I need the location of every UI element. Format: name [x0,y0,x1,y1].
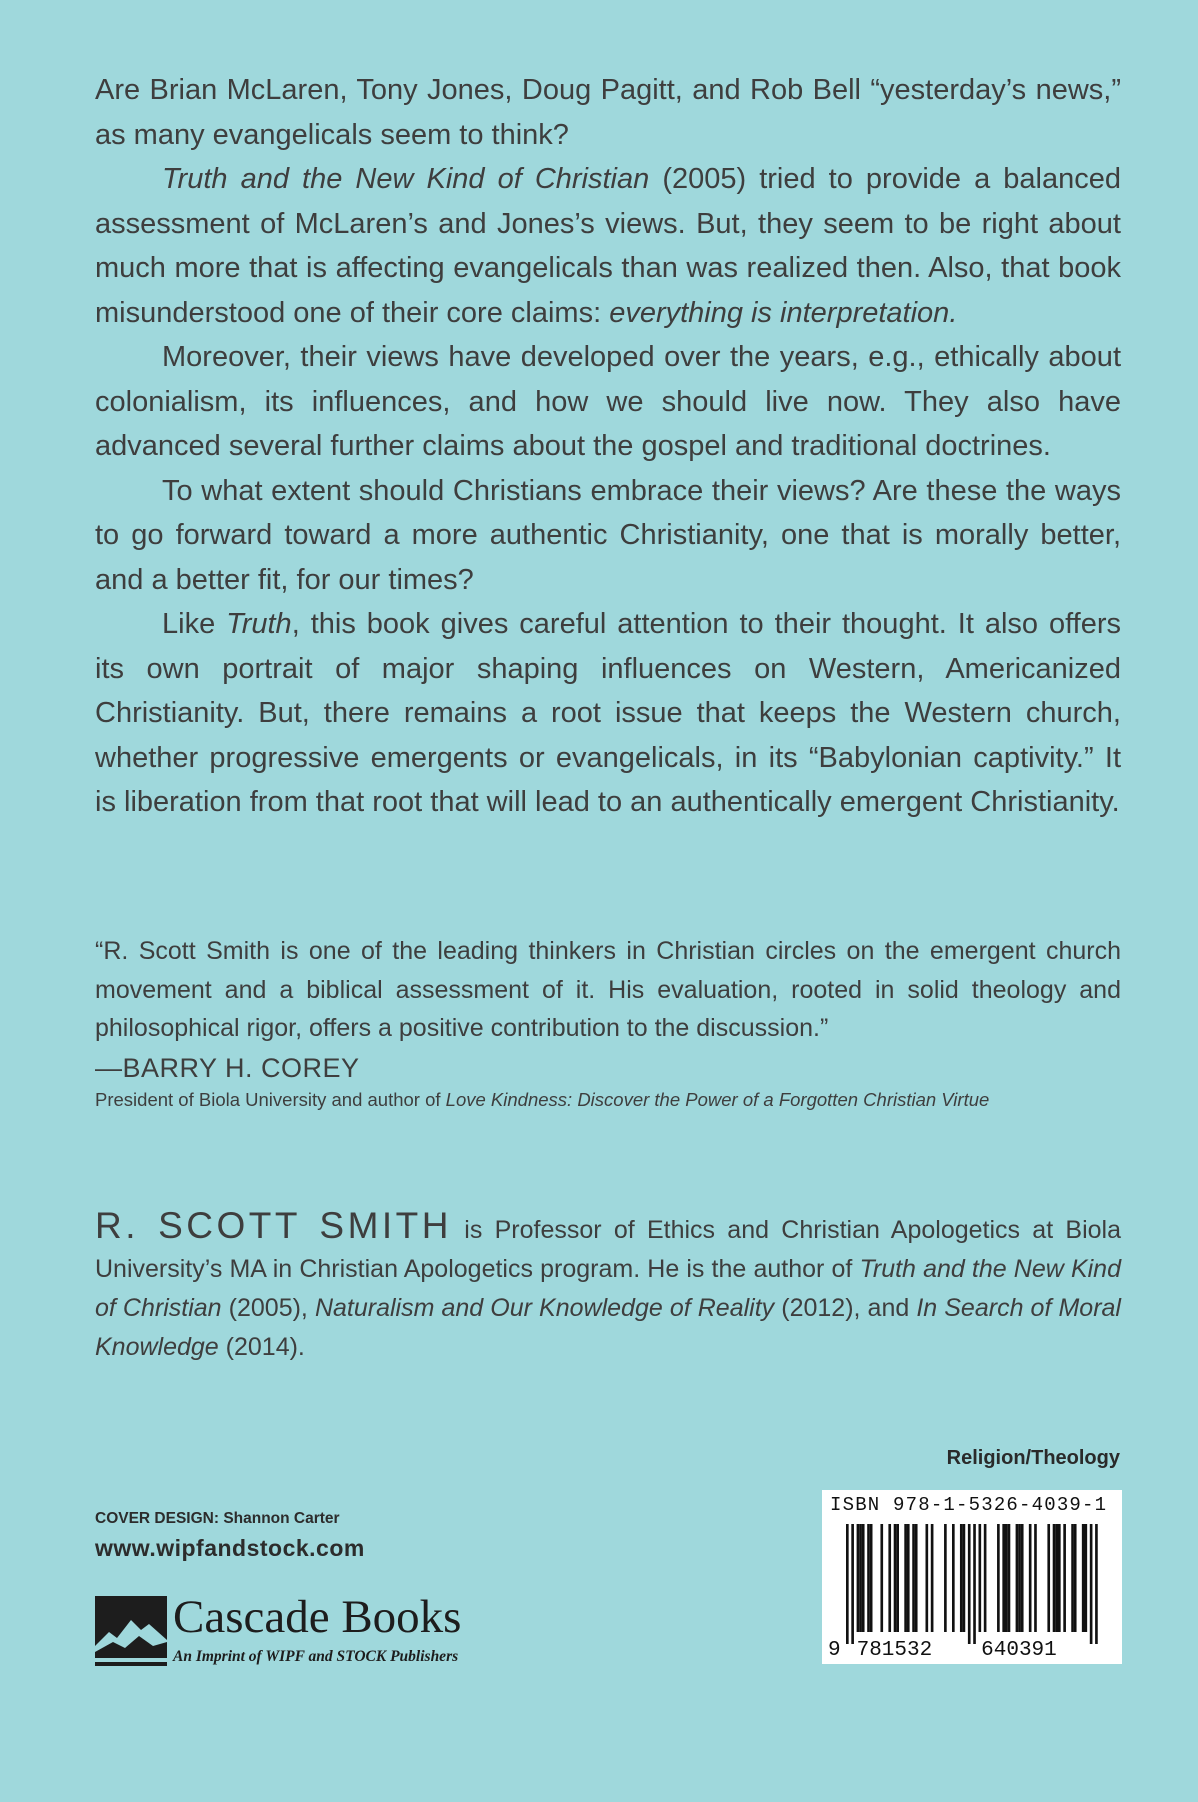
barcode-bar [912,1524,915,1632]
book-title-truth: Truth and the New Kind of Christian [162,163,650,195]
barcode-bar [984,1524,987,1632]
blurb-paragraph-4: To what extent should Christians embrace their views? Are these the ways to go forward toward a more authentic Christianity, one that is morally better, and a better fit, for our times? [95,474,1121,596]
barcode-bar [960,1524,963,1632]
publisher-website[interactable]: www.wipfandstock.com [95,1535,365,1561]
author-name: R. SCOTT SMITH [95,1205,453,1246]
barcode-bar [1085,1524,1088,1632]
credits-block [95,1510,462,1665]
barcode-bar [896,1524,899,1632]
barcode-bar [1047,1524,1050,1632]
barcode-bar [997,1524,1000,1632]
blurb-paragraph-5: Like Truth, this book gives careful attention to their thought. It also offers its own portrait of major shaping influences on Western, Americanized Christianity. But, there remains a root issue that keeps the Western church, whether progressive emergents or evangelicals, in its “Babylonian captivity.” It is liberation from that root that will lead to an authentically emergent Christianity. [95,608,1121,818]
endorsement-quote: “R. Scott Smith is one of the leading thinkers in Christian circles on the emergent church movement and a biblical assessment of it. His evaluation, rooted in solid theology and philosophical rigor, offers a positive contribution to the discussion.” [95,937,1121,1042]
barcode-bar [963,1524,966,1632]
cover-design-credit: COVER DESIGN: Shannon Carter [95,1510,340,1527]
blurb-paragraph-1: Are Brian McLaren, Tony Jones, Doug Pagitt, and Rob Bell “yesterday’s news,” as many evangelicals seem to think? [95,74,1121,151]
barcode-bar [846,1524,849,1644]
barcode-bar [1055,1524,1058,1632]
barcode-bar [926,1524,929,1632]
barcode-digits: 9 [828,1639,841,1662]
barcode-bar [859,1524,862,1632]
barcode-bar [1018,1524,1021,1632]
isbn-label: ISBN 978-1-5326-4039-1 [830,1494,1108,1516]
blurb-paragraph-2: Truth and the New Kind of Christian (2005) tried to provide a balanced assessment of McLaren’s and Jones’s views. But, they seem to be right about much more that is affecting evangelicals than was realized then. Also, that book misunderstood one of their core claims: everything is interpretation. [95,163,1121,329]
barcode-bar [867,1524,870,1632]
blurb-paragraph-3: Moreover, their views have developed over the years, e.g., ethically about colonialism, its influences, and how we should live now. They also have advanced several further claims about the gospel and traditional doctrines. [95,341,1121,462]
barcode-bars [822,1490,1122,1664]
barcode-bar [1074,1524,1077,1632]
barcode-digits: 781532 [856,1639,933,1662]
barcode-bar [952,1524,955,1632]
barcode-bar [1016,1524,1019,1632]
barcode-bar [888,1524,891,1632]
barcode-bar [862,1524,865,1632]
publisher-imprint: An Imprint of WIPF and STOCK Publishers [173,1648,459,1665]
barcode-bar [931,1524,934,1632]
endorsement [95,932,1121,1112]
barcode-bar [870,1524,873,1632]
barcode-bar [973,1524,976,1644]
endorsement-author: —BARRY H. COREY [95,1052,360,1083]
barcode-bar [1058,1524,1061,1632]
barcode-bar [1008,1524,1011,1632]
barcode-bar [1002,1524,1005,1632]
endorsement-author-role: President of Biola University and author of Love Kindness: Discover the Power of a Forgotten Christian Virtue [95,1088,990,1110]
barcode-bar [1095,1524,1098,1644]
barcode-bar [915,1524,918,1632]
barcode-bar [1082,1524,1085,1632]
publisher-logo [95,1592,515,1670]
barcode-bar [1005,1524,1008,1632]
barcode-bar [1090,1524,1093,1644]
barcode-bar [1053,1524,1056,1632]
barcode-bar [1034,1524,1037,1632]
author-bio: R. SCOTT SMITH is Professor of Ethics and Christian Apologetics at Biola University’s MA in Christian Apologetics program. He is the author of Truth and the New Kind of Christian (2005), Naturalism and Our Knowledge of Reality (2012), and In Search of Moral Knowledge (2014). [95,1205,1121,1361]
barcode-bar [880,1524,883,1632]
barcode-bar [1021,1524,1024,1632]
back-cover-blurb [95,68,1121,825]
mountain-logo-icon [95,1596,167,1668]
barcode-bar [968,1524,971,1644]
barcode-bar [1063,1524,1066,1632]
barcode-bar [944,1524,947,1632]
barcode-bar [857,1524,860,1632]
barcode-digits: 640391 [981,1639,1057,1662]
barcode-bar [894,1524,897,1632]
publisher-name: Cascade Books [173,1591,462,1643]
barcode-bar [1071,1524,1074,1632]
barcode-bar [904,1524,907,1632]
barcode-bar [979,1524,982,1632]
isbn-barcode [822,1490,1122,1664]
barcode-bar [1029,1524,1032,1632]
barcode-bar [851,1524,854,1644]
barcode-bar [907,1524,910,1632]
category-label: Religion/Theology [946,1447,1120,1469]
